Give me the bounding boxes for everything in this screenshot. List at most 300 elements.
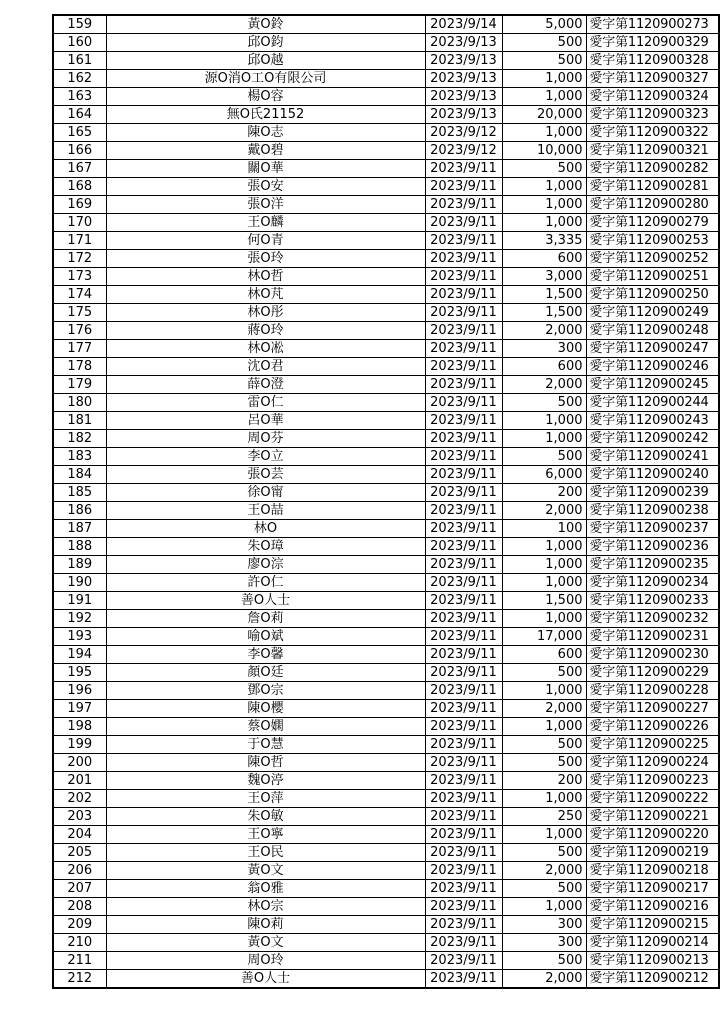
row-number: 211	[53, 952, 106, 970]
donation-date: 2023/9/12	[425, 142, 502, 160]
donation-date: 2023/9/11	[425, 322, 502, 340]
table-row	[53, 628, 719, 646]
row-number: 207	[53, 880, 106, 898]
row-number: 173	[53, 268, 106, 286]
row-number: 198	[53, 718, 106, 736]
table-row	[53, 934, 719, 952]
table-row	[53, 124, 719, 142]
table-row	[53, 358, 719, 376]
donation-amount: 1,000	[502, 682, 586, 700]
donation-amount: 500	[502, 448, 586, 466]
row-number: 174	[53, 286, 106, 304]
donation-date: 2023/9/11	[425, 160, 502, 178]
donation-amount: 1,000	[502, 826, 586, 844]
donation-amount: 300	[502, 340, 586, 358]
donor-name: 邱O鈞	[106, 34, 425, 52]
receipt-number: 愛字第1120900323	[586, 106, 719, 124]
donation-date: 2023/9/14	[425, 15, 502, 34]
table-row	[53, 916, 719, 934]
donation-amount: 500	[502, 34, 586, 52]
table-row	[53, 808, 719, 826]
row-number: 161	[53, 52, 106, 70]
row-number: 184	[53, 466, 106, 484]
receipt-number: 愛字第1120900238	[586, 502, 719, 520]
donation-date: 2023/9/11	[425, 916, 502, 934]
row-number: 212	[53, 970, 106, 989]
donor-name: 林O彤	[106, 304, 425, 322]
donation-amount: 17,000	[502, 628, 586, 646]
row-number: 208	[53, 898, 106, 916]
donation-date: 2023/9/11	[425, 376, 502, 394]
donor-name: 林O凇	[106, 340, 425, 358]
donation-date: 2023/9/12	[425, 124, 502, 142]
receipt-number: 愛字第1120900222	[586, 790, 719, 808]
donation-date: 2023/9/11	[425, 286, 502, 304]
donor-name: 呂O華	[106, 412, 425, 430]
donation-date: 2023/9/11	[425, 448, 502, 466]
donation-date: 2023/9/11	[425, 646, 502, 664]
row-number: 178	[53, 358, 106, 376]
donation-date: 2023/9/11	[425, 538, 502, 556]
table-row	[53, 34, 719, 52]
table-row	[53, 178, 719, 196]
receipt-number: 愛字第1120900243	[586, 412, 719, 430]
row-number: 194	[53, 646, 106, 664]
donation-amount: 1,000	[502, 574, 586, 592]
row-number: 167	[53, 160, 106, 178]
donation-date: 2023/9/11	[425, 232, 502, 250]
donor-name: 周O玲	[106, 952, 425, 970]
donation-amount: 2,000	[502, 376, 586, 394]
donation-date: 2023/9/11	[425, 934, 502, 952]
donor-name: 周O芬	[106, 430, 425, 448]
donation-amount: 600	[502, 250, 586, 268]
donation-date: 2023/9/11	[425, 844, 502, 862]
donation-amount: 1,000	[502, 718, 586, 736]
donation-date: 2023/9/11	[425, 394, 502, 412]
donation-date: 2023/9/11	[425, 178, 502, 196]
table-row	[53, 340, 719, 358]
donation-amount: 500	[502, 952, 586, 970]
donation-date: 2023/9/11	[425, 358, 502, 376]
donation-amount: 500	[502, 844, 586, 862]
table-row	[53, 754, 719, 772]
donation-date: 2023/9/11	[425, 700, 502, 718]
table-row	[53, 52, 719, 70]
table-row	[53, 736, 719, 754]
donation-date: 2023/9/11	[425, 574, 502, 592]
donation-date: 2023/9/11	[425, 250, 502, 268]
donor-name: 王O麟	[106, 214, 425, 232]
table-row	[53, 718, 719, 736]
donor-name: 張O洋	[106, 196, 425, 214]
donation-date: 2023/9/11	[425, 196, 502, 214]
row-number: 171	[53, 232, 106, 250]
row-number: 175	[53, 304, 106, 322]
row-number: 189	[53, 556, 106, 574]
donation-date: 2023/9/13	[425, 52, 502, 70]
receipt-number: 愛字第1120900249	[586, 304, 719, 322]
donor-name: 張O安	[106, 178, 425, 196]
donor-name: 黃O文	[106, 934, 425, 952]
donation-amount: 1,000	[502, 196, 586, 214]
row-number: 181	[53, 412, 106, 430]
donor-name: 王O萍	[106, 790, 425, 808]
donor-name: 王O民	[106, 844, 425, 862]
donor-name: 林O芃	[106, 286, 425, 304]
receipt-number: 愛字第1120900212	[586, 970, 719, 989]
table-row	[53, 214, 719, 232]
row-number: 179	[53, 376, 106, 394]
row-number: 190	[53, 574, 106, 592]
donation-amount: 1,000	[502, 412, 586, 430]
receipt-number: 愛字第1120900229	[586, 664, 719, 682]
receipt-number: 愛字第1120900241	[586, 448, 719, 466]
donation-date: 2023/9/11	[425, 952, 502, 970]
donation-amount: 5,000	[502, 15, 586, 34]
donation-amount: 1,000	[502, 538, 586, 556]
table-row	[53, 484, 719, 502]
donor-name: 張O玲	[106, 250, 425, 268]
receipt-number: 愛字第1120900237	[586, 520, 719, 538]
table-row	[53, 664, 719, 682]
donor-name: 黃O鈴	[106, 15, 425, 34]
donation-date: 2023/9/11	[425, 790, 502, 808]
donor-name: 沈O君	[106, 358, 425, 376]
table-row	[53, 592, 719, 610]
table-row	[53, 448, 719, 466]
table-row	[53, 466, 719, 484]
receipt-number: 愛字第1120900279	[586, 214, 719, 232]
table-row	[53, 142, 719, 160]
receipt-number: 愛字第1120900246	[586, 358, 719, 376]
donor-name: 林O哲	[106, 268, 425, 286]
table-row	[53, 844, 719, 862]
donation-amount: 1,000	[502, 430, 586, 448]
row-number: 205	[53, 844, 106, 862]
receipt-number: 愛字第1120900281	[586, 178, 719, 196]
row-number: 166	[53, 142, 106, 160]
donation-date: 2023/9/11	[425, 484, 502, 502]
donation-date: 2023/9/13	[425, 106, 502, 124]
donor-name: 陳O櫻	[106, 700, 425, 718]
donation-date: 2023/9/11	[425, 826, 502, 844]
receipt-number: 愛字第1120900244	[586, 394, 719, 412]
donation-amount: 600	[502, 358, 586, 376]
donation-amount: 500	[502, 664, 586, 682]
receipt-number: 愛字第1120900218	[586, 862, 719, 880]
donor-name: 顏O廷	[106, 664, 425, 682]
donation-amount: 1,500	[502, 286, 586, 304]
donation-amount: 2,000	[502, 862, 586, 880]
receipt-number: 愛字第1120900233	[586, 592, 719, 610]
donation-amount: 500	[502, 160, 586, 178]
donor-name: 黃O文	[106, 862, 425, 880]
donor-name: 楊O容	[106, 88, 425, 106]
receipt-number: 愛字第1120900224	[586, 754, 719, 772]
receipt-number: 愛字第1120900216	[586, 898, 719, 916]
table-row	[53, 304, 719, 322]
row-number: 197	[53, 700, 106, 718]
receipt-number: 愛字第1120900273	[586, 15, 719, 34]
row-number: 159	[53, 15, 106, 34]
donation-date: 2023/9/11	[425, 592, 502, 610]
row-number: 177	[53, 340, 106, 358]
donor-name: 陳O志	[106, 124, 425, 142]
row-number: 195	[53, 664, 106, 682]
donation-date: 2023/9/11	[425, 718, 502, 736]
donor-name: 邱O越	[106, 52, 425, 70]
receipt-number: 愛字第1120900328	[586, 52, 719, 70]
row-number: 169	[53, 196, 106, 214]
donation-amount: 20,000	[502, 106, 586, 124]
row-number: 209	[53, 916, 106, 934]
donation-amount: 2,000	[502, 970, 586, 989]
row-number: 188	[53, 538, 106, 556]
donation-amount: 600	[502, 646, 586, 664]
receipt-number: 愛字第1120900227	[586, 700, 719, 718]
table-row	[53, 556, 719, 574]
donation-date: 2023/9/11	[425, 214, 502, 232]
donation-amount: 1,000	[502, 214, 586, 232]
donor-name: 善O人士	[106, 970, 425, 989]
donor-name: 王O喆	[106, 502, 425, 520]
donor-name: 于O慧	[106, 736, 425, 754]
donor-name: 雷O仁	[106, 394, 425, 412]
donor-name: 詹O莉	[106, 610, 425, 628]
receipt-number: 愛字第1120900232	[586, 610, 719, 628]
donation-amount: 1,000	[502, 610, 586, 628]
donor-name: 薛O澄	[106, 376, 425, 394]
donation-amount: 3,335	[502, 232, 586, 250]
donation-date: 2023/9/13	[425, 70, 502, 88]
donation-date: 2023/9/11	[425, 610, 502, 628]
donor-name: 朱O璋	[106, 538, 425, 556]
table-row	[53, 412, 719, 430]
receipt-number: 愛字第1120900253	[586, 232, 719, 250]
donor-name: 魏O渟	[106, 772, 425, 790]
row-number: 201	[53, 772, 106, 790]
table-row	[53, 646, 719, 664]
receipt-number: 愛字第1120900247	[586, 340, 719, 358]
row-number: 203	[53, 808, 106, 826]
donation-amount: 500	[502, 880, 586, 898]
donation-date: 2023/9/11	[425, 862, 502, 880]
donation-date: 2023/9/11	[425, 772, 502, 790]
donation-amount: 1,000	[502, 178, 586, 196]
table-row	[53, 826, 719, 844]
table-row	[53, 70, 719, 88]
donation-amount: 500	[502, 52, 586, 70]
donation-date: 2023/9/11	[425, 466, 502, 484]
donor-name: 無O氏21152	[106, 106, 425, 124]
donation-amount: 500	[502, 754, 586, 772]
row-number: 202	[53, 790, 106, 808]
receipt-number: 愛字第1120900252	[586, 250, 719, 268]
table-row	[53, 268, 719, 286]
donor-name: 林O宗	[106, 898, 425, 916]
donor-name: 陳O莉	[106, 916, 425, 934]
donor-name: 翁O雅	[106, 880, 425, 898]
row-number: 163	[53, 88, 106, 106]
receipt-number: 愛字第1120900324	[586, 88, 719, 106]
donation-amount: 2,000	[502, 700, 586, 718]
row-number: 172	[53, 250, 106, 268]
receipt-number: 愛字第1120900231	[586, 628, 719, 646]
receipt-number: 愛字第1120900214	[586, 934, 719, 952]
donation-amount: 250	[502, 808, 586, 826]
table-row	[53, 15, 719, 34]
donation-amount: 100	[502, 520, 586, 538]
donor-name: 蔡O嫻	[106, 718, 425, 736]
donation-date: 2023/9/11	[425, 520, 502, 538]
receipt-number: 愛字第1120900282	[586, 160, 719, 178]
donation-table	[52, 14, 720, 989]
receipt-number: 愛字第1120900235	[586, 556, 719, 574]
donation-date: 2023/9/11	[425, 430, 502, 448]
donation-amount: 6,000	[502, 466, 586, 484]
donation-date: 2023/9/11	[425, 664, 502, 682]
receipt-number: 愛字第1120900240	[586, 466, 719, 484]
donation-date: 2023/9/11	[425, 898, 502, 916]
table-row	[53, 376, 719, 394]
donation-amount: 1,000	[502, 88, 586, 106]
donation-amount: 500	[502, 736, 586, 754]
donation-date: 2023/9/11	[425, 808, 502, 826]
donor-name: 蔣O玲	[106, 322, 425, 340]
row-number: 210	[53, 934, 106, 952]
row-number: 160	[53, 34, 106, 52]
receipt-number: 愛字第1120900321	[586, 142, 719, 160]
row-number: 165	[53, 124, 106, 142]
table-row	[53, 880, 719, 898]
donation-amount: 1,000	[502, 556, 586, 574]
row-number: 193	[53, 628, 106, 646]
donation-table-body	[53, 15, 719, 988]
donor-name: 張O芸	[106, 466, 425, 484]
donation-amount: 1,000	[502, 898, 586, 916]
table-row	[53, 700, 719, 718]
donation-date: 2023/9/11	[425, 304, 502, 322]
donation-date: 2023/9/11	[425, 268, 502, 286]
donor-name: 何O青	[106, 232, 425, 250]
row-number: 180	[53, 394, 106, 412]
donation-amount: 500	[502, 394, 586, 412]
receipt-number: 愛字第1120900251	[586, 268, 719, 286]
donation-amount: 2,000	[502, 502, 586, 520]
donation-date: 2023/9/11	[425, 736, 502, 754]
donation-date: 2023/9/11	[425, 502, 502, 520]
row-number: 187	[53, 520, 106, 538]
donor-name: 戴O碧	[106, 142, 425, 160]
table-row	[53, 322, 719, 340]
row-number: 204	[53, 826, 106, 844]
table-row	[53, 502, 719, 520]
donor-name: 李O立	[106, 448, 425, 466]
table-row	[53, 286, 719, 304]
receipt-number: 愛字第1120900215	[586, 916, 719, 934]
table-row	[53, 88, 719, 106]
row-number: 164	[53, 106, 106, 124]
donation-amount: 10,000	[502, 142, 586, 160]
donation-amount: 200	[502, 772, 586, 790]
receipt-number: 愛字第1120900327	[586, 70, 719, 88]
donation-amount: 2,000	[502, 322, 586, 340]
donation-date: 2023/9/11	[425, 412, 502, 430]
receipt-number: 愛字第1120900226	[586, 718, 719, 736]
table-row	[53, 772, 719, 790]
receipt-number: 愛字第1120900242	[586, 430, 719, 448]
donor-name: 廖O淙	[106, 556, 425, 574]
donation-date: 2023/9/11	[425, 682, 502, 700]
donation-amount: 1,000	[502, 70, 586, 88]
donation-date: 2023/9/11	[425, 340, 502, 358]
receipt-number: 愛字第1120900322	[586, 124, 719, 142]
donation-amount: 1,500	[502, 304, 586, 322]
receipt-number: 愛字第1120900239	[586, 484, 719, 502]
table-row	[53, 610, 719, 628]
receipt-number: 愛字第1120900329	[586, 34, 719, 52]
receipt-number: 愛字第1120900236	[586, 538, 719, 556]
table-row	[53, 898, 719, 916]
table-row	[53, 106, 719, 124]
row-number: 186	[53, 502, 106, 520]
donation-date: 2023/9/11	[425, 556, 502, 574]
receipt-number: 愛字第1120900225	[586, 736, 719, 754]
donor-name: 林O	[106, 520, 425, 538]
donation-amount: 1,000	[502, 790, 586, 808]
receipt-number: 愛字第1120900228	[586, 682, 719, 700]
table-row	[53, 790, 719, 808]
table-row	[53, 682, 719, 700]
row-number: 168	[53, 178, 106, 196]
donor-name: 王O寧	[106, 826, 425, 844]
row-number: 176	[53, 322, 106, 340]
table-row	[53, 574, 719, 592]
donation-date: 2023/9/13	[425, 34, 502, 52]
row-number: 183	[53, 448, 106, 466]
donation-date: 2023/9/11	[425, 628, 502, 646]
row-number: 192	[53, 610, 106, 628]
donation-amount: 300	[502, 916, 586, 934]
receipt-number: 愛字第1120900234	[586, 574, 719, 592]
table-row	[53, 970, 719, 989]
donor-name: 關O華	[106, 160, 425, 178]
donation-date: 2023/9/11	[425, 880, 502, 898]
donation-amount: 200	[502, 484, 586, 502]
donor-name: 朱O敏	[106, 808, 425, 826]
donation-amount: 1,000	[502, 124, 586, 142]
table-row	[53, 394, 719, 412]
row-number: 199	[53, 736, 106, 754]
row-number: 200	[53, 754, 106, 772]
table-row	[53, 952, 719, 970]
row-number: 206	[53, 862, 106, 880]
receipt-number: 愛字第1120900220	[586, 826, 719, 844]
row-number: 185	[53, 484, 106, 502]
receipt-number: 愛字第1120900219	[586, 844, 719, 862]
row-number: 162	[53, 70, 106, 88]
receipt-number: 愛字第1120900250	[586, 286, 719, 304]
receipt-number: 愛字第1120900230	[586, 646, 719, 664]
donor-name: 源O消O工O有限公司	[106, 70, 425, 88]
table-row	[53, 160, 719, 178]
row-number: 182	[53, 430, 106, 448]
row-number: 170	[53, 214, 106, 232]
row-number: 191	[53, 592, 106, 610]
receipt-number: 愛字第1120900248	[586, 322, 719, 340]
receipt-number: 愛字第1120900245	[586, 376, 719, 394]
